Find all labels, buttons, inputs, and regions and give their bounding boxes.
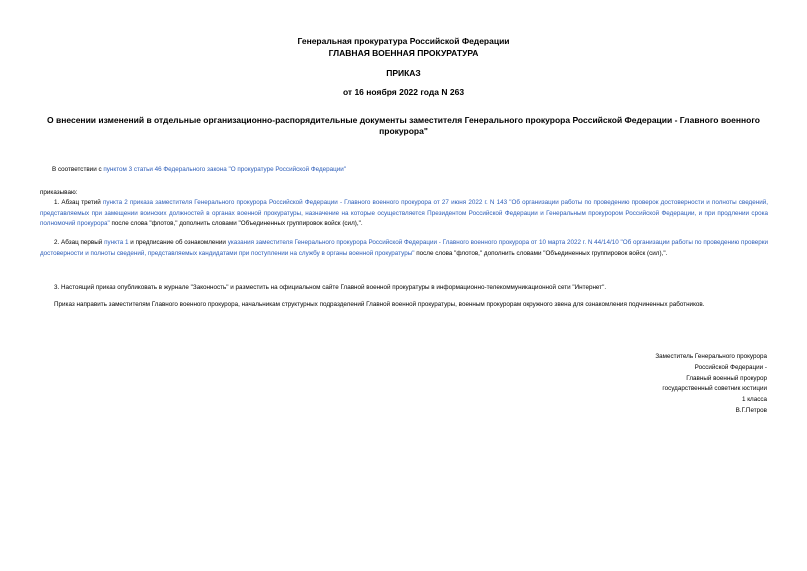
signature-line: Российской Федерации - bbox=[694, 363, 767, 371]
org-name-prosecutor-general: Генеральная прокуратура Российской Федерации bbox=[297, 36, 510, 46]
document-title: О внесении изменений в отдельные организационно-распорядительные документы заместителя Генерального прокурора Российской Федерации - Главного военного прокурора" bbox=[47, 115, 760, 136]
order-word: приказываю: bbox=[40, 189, 78, 196]
signature-line: государственный советник юстиции bbox=[662, 385, 767, 393]
signature-block bbox=[567, 352, 767, 417]
item1-order-link[interactable]: пункта 2 приказа заместителя Генерального прокурора Российской Федерации - Главного военного прокурора от 27 июня 2022 г. N 143 "Об организации работы по проведению проверок достоверности и полноты сведений, представляемых при замещении воинских должностей в органах военной прокуратуры, назначение на которые осуществляется Президентом Российской Федерации и Генеральным прокурором Российской Федерации, и при продлении срока полномочий прокурора" bbox=[40, 199, 768, 228]
closing-text: Приказ направить заместителям Главного военного прокурора, начальникам структурных подразделений Главной военной прокуратуры, военным прокурорам окружного звена для ознакомления подчиненных работников. bbox=[54, 301, 705, 308]
item1-suffix: после слова "флотов," дополнить словами "Объединенных группировок войск (сил),". bbox=[109, 220, 363, 228]
closing-paragraph bbox=[40, 300, 768, 311]
preamble bbox=[52, 165, 768, 176]
order-item-3 bbox=[40, 283, 768, 294]
item2-suffix: после слова "флотов," дополнить словами "Объединенных группировок войск (сил),". bbox=[414, 249, 668, 257]
document-type: ПРИКАЗ bbox=[386, 68, 421, 78]
signature-line: Главный военный прокурор bbox=[686, 374, 767, 382]
item3-text: 3. Настоящий приказ опубликовать в журнале "Законность" и разместить на официальном сайте Главной военной прокуратуры в информационно-телекоммуникационной сети "Интернет". bbox=[54, 284, 607, 291]
item2-instruction-link[interactable]: указания заместителя Генерального прокурора Российской Федерации - Главного военного прокурора от 10 марта 2022 г. N 44/14/10 "Об организации работы по проведению проверки достоверности и полноты сведений, представляемых кандидатами при поступлении на службу в органы военной прокуратуры" bbox=[40, 239, 769, 257]
item2-prefix: 2. Абзац первый bbox=[54, 239, 105, 246]
signature-line: Заместитель Генерального прокурора bbox=[655, 353, 767, 360]
item2-middle: и предписание об ознакомлении bbox=[128, 239, 228, 246]
order-item-1 bbox=[40, 198, 768, 230]
org-name-military-prosecutor: ГЛАВНАЯ ВОЕННАЯ ПРОКУРАТУРА bbox=[328, 48, 479, 58]
item2-point-link[interactable]: пункта 1 bbox=[104, 239, 129, 246]
preamble-law-link[interactable]: пунктом 3 статьи 46 Федерального закона "О прокуратуре Российской Федерации" bbox=[103, 166, 347, 173]
document-date-number: от 16 ноября 2022 года N 263 bbox=[342, 87, 465, 97]
preamble-prefix: В соответствии с bbox=[52, 166, 104, 173]
order-item-2 bbox=[40, 238, 768, 259]
signature-line: 1 класса bbox=[741, 396, 767, 404]
item1-prefix: 1. Абзац третий bbox=[54, 199, 103, 206]
signatory-name: В.Г.Петров bbox=[735, 406, 767, 414]
